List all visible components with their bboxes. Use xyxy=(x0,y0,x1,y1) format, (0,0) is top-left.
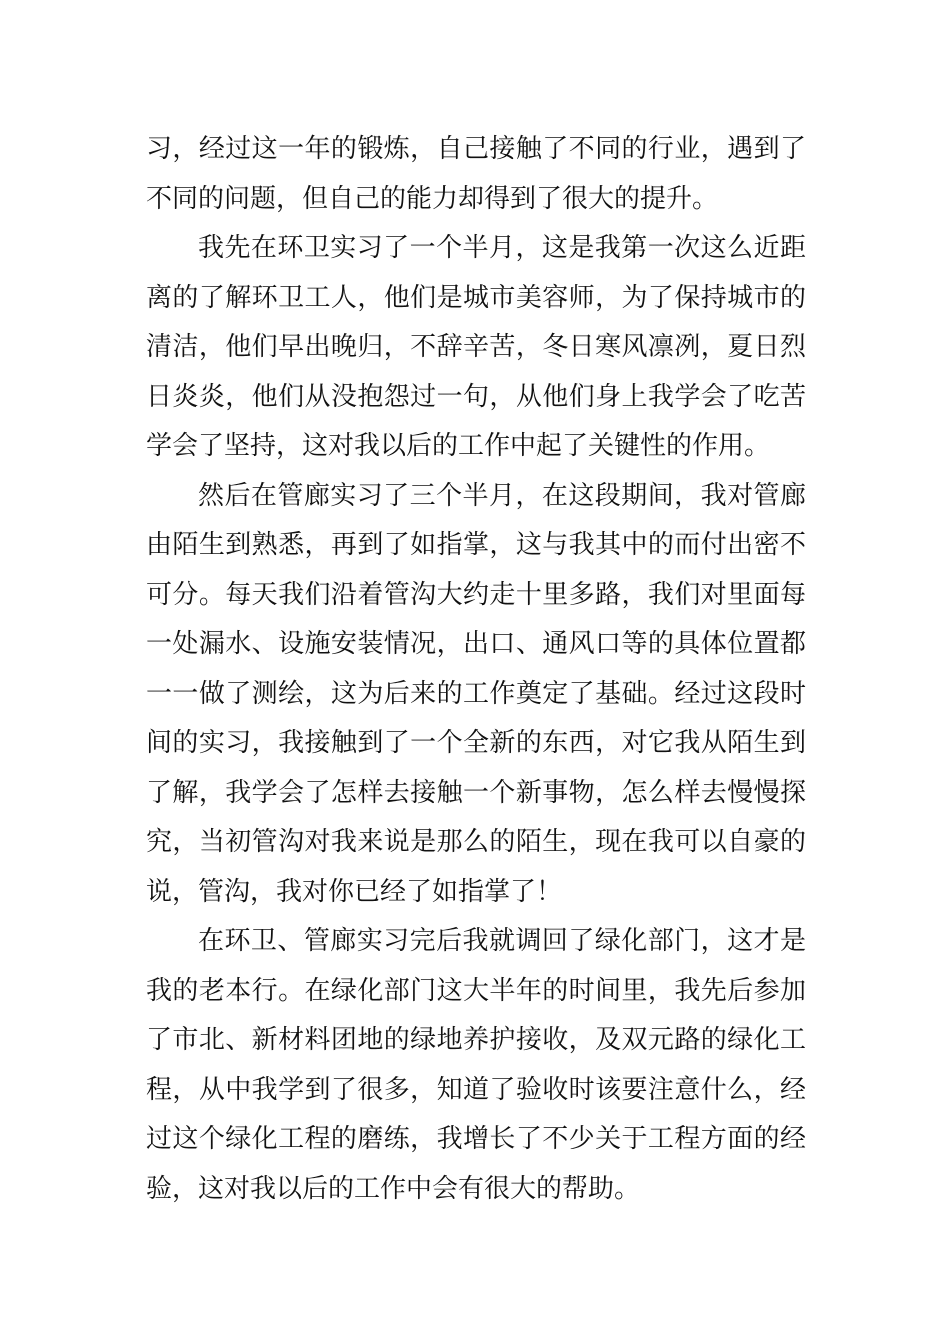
text-line: 学会了坚持，这对我以后的工作中起了关键性的作用。 xyxy=(146,431,771,461)
text-line: 日炎炎，他们从没抱怨过一句，从他们身上我学会了吃苦 xyxy=(146,381,806,412)
text-line: 我先在环卫实习了一个半月，这是我第一次这么近距 xyxy=(198,233,806,263)
text-line: 由陌生到熟悉，再到了如指掌，这与我其中的而付出密不 xyxy=(146,530,806,560)
text-line: 然后在管廊实习了三个半月，在这段期间，我对管廊 xyxy=(198,480,806,511)
text-line: 验，这对我以后的工作中会有很大的帮助。 xyxy=(146,1173,641,1204)
text-line: 我的老本行。在绿化部门这大半年的时间里，我先后参加 xyxy=(146,975,806,1006)
text-line: 在环卫、管廊实习完后我就调回了绿化部门，这才是 xyxy=(198,926,806,956)
text-line: 过这个绿化工程的磨练，我增长了不少关于工程方面的经 xyxy=(146,1124,806,1154)
body-text xyxy=(146,125,806,1214)
text-line: 清洁，他们早出晚归，不辞辛苦，冬日寒风凛冽，夏日烈 xyxy=(146,332,806,362)
text-line: 程，从中我学到了很多，知道了验收时该要注意什么，经 xyxy=(146,1074,806,1105)
text-line: 离的了解环卫工人，他们是城市美容师，为了保持城市的 xyxy=(146,282,806,313)
text-line: 一一做了测绘，这为后来的工作奠定了基础。经过这段时 xyxy=(146,678,806,709)
text-line: 一处漏水、设施安装情况，出口、通风口等的具体位置都 xyxy=(146,629,806,659)
text-line: 了市北、新材料团地的绿地养护接收，及双元路的绿化工 xyxy=(146,1025,806,1055)
text-line: 究，当初管沟对我来说是那么的陌生，现在我可以自豪的 xyxy=(146,827,806,857)
text-line: 不同的问题，但自己的能力却得到了很大的提升。 xyxy=(146,183,719,214)
text-line: 可分。每天我们沿着管沟大约走十里多路，我们对里面每 xyxy=(146,579,806,610)
text-line: 说，管沟，我对你已经了如指掌了！ xyxy=(146,876,563,907)
text-line: 间的实习，我接触到了一个全新的东西，对它我从陌生到 xyxy=(146,728,806,758)
text-line: 习，经过这一年的锻炼，自己接触了不同的行业，遇到了 xyxy=(146,134,806,164)
text-line: 了解，我学会了怎样去接触一个新事物，怎么样去慢慢探 xyxy=(146,777,806,808)
